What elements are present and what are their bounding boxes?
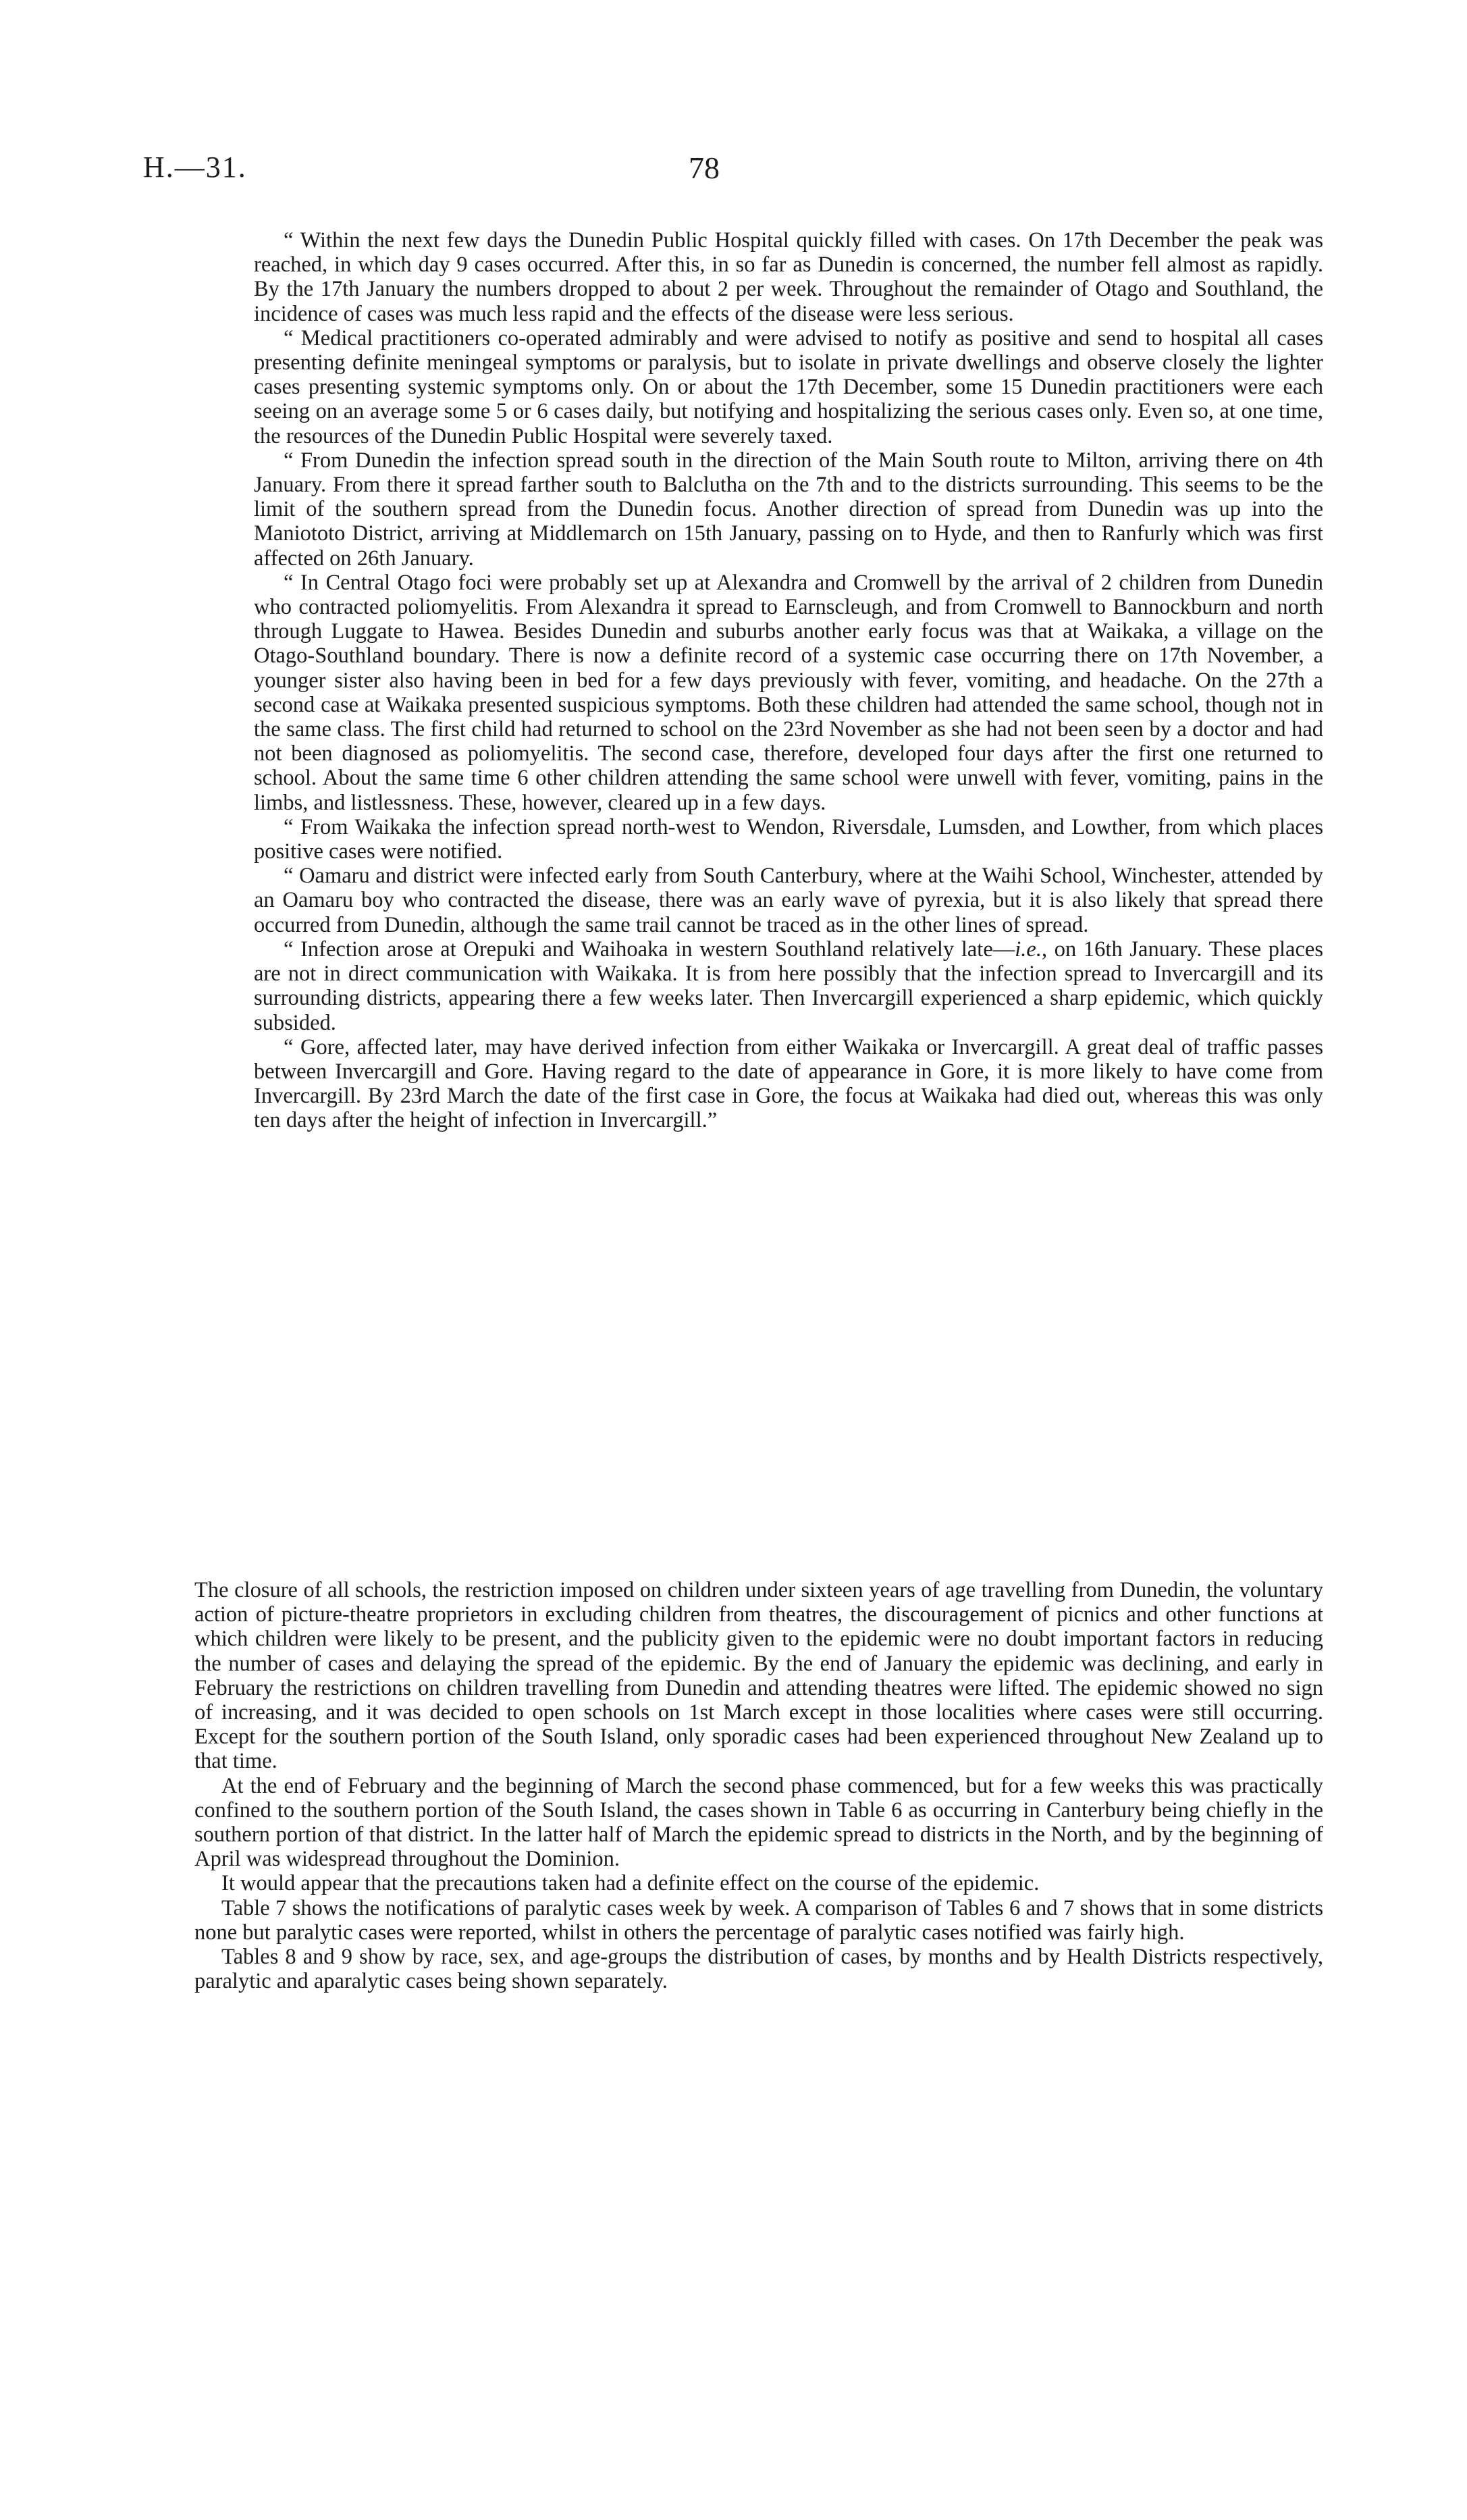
quoted-paragraph-4: “ In Central Otago foci were probably set up at Alexandra and Cromwell by the arrival of 2 children from Dunedin who contracted poliomyelitis. From Alexandra it spread to Earnscleugh, and from Cromwell to Bannockburn and north through Luggate to Hawea. Besides Dunedin and suburbs another early focus was that at Waikaka, a village on the Otago-Southland boundary. There is now a definite record of a systemic case occurring there on 17th November, a younger sister also having been in bed for a few days previously with fever, vomiting, and headache. On the 27th a second case at Waikaka presented suspicious symptoms. Both these children had attended the same school, though not in the same class. The first child had returned to school on the 23rd November as she had not been seen by a doctor and had not been diagnosed as poliomyelitis. The second case, therefore, developed four days after the first one returned to school. About the same time 6 other children attending the same school were unwell with fever, vomiting, pains in the limbs, and listlessness. These, however, cleared up in a few days. [254, 570, 1323, 815]
quoted-paragraph-7-start: “ Infection arose at Orepuki and Waihoaka in western Southland relatively late— [284, 937, 1015, 962]
body-paragraph-1: The closure of all schools, the restriction imposed on children under sixteen years of age travelling from Dunedin, the voluntary action of picture-theatre proprietors in excluding children from theatres, the discouragement of picnics and other functions at which children were likely to be present, and the publicity given to the epidemic were no doubt important factors in reducing the number of cases and delaying the spread of the epidemic. By the end of January the epidemic was declining, and early in February the restrictions on children travelling from Dunedin and attending theatres were lifted. The epidemic showed no sign of increasing, and it was decided to open schools on 1st March except in those localities where cases were still occurring. Except for the southern portion of the South Island, only sporadic cases had been experienced throughout New Zealand up to that time. [194, 1578, 1323, 1774]
page-number: 78 [689, 151, 720, 185]
quoted-paragraph-7-italic: i.e. [1015, 937, 1042, 962]
quoted-paragraph-1: “ Within the next few days the Dunedin Public Hospital quickly filled with cases. On 17th December the peak was reached, in which day 9 cases occurred. After this, in so far as Dunedin is concerned, the number fell almost as rapidly. By the 17th January the numbers dropped to about 2 per week. Throughout the remainder of Otago and Southland, the incidence of cases was much less rapid and the effects of the disease were less serious. [254, 228, 1323, 326]
quoted-paragraph-7-end: , on 16th January. These places are not in direct communication with Waikaka. It is from here possibly that the infection spread to Invercargill and its surrounding districts, appearing there a few weeks later. Then Invercargill experienced a sharp epidemic, which quickly subsided. [254, 937, 1323, 1035]
report-reference: H.—31. [143, 151, 247, 184]
body-paragraph-3: It would appear that the precautions taken had a definite effect on the course of the epidemic. [221, 1871, 1040, 1896]
body-text-section [194, 1578, 1323, 1993]
body-paragraph-2: At the end of February and the beginning of March the second phase commenced, but for a few weeks this was practically confined to the southern portion of the South Island, the cases shown in Table 6 as occurring in Canterbury being chiefly in the southern portion of that district. In the latter half of March the epidemic spread to districts in the North, and by the beginning of April was widespread throughout the Dominion. [194, 1773, 1323, 1872]
quoted-report-section [254, 228, 1323, 1133]
page-header [143, 150, 1323, 190]
quoted-paragraph-5: “ From Waikaka the infection spread north-west to Wendon, Riversdale, Lumsden, and Lowther, from which places positive cases were notified. [254, 814, 1323, 864]
quoted-paragraph-3: “ From Dunedin the infection spread south in the direction of the Main South route to Milton, arriving there on 4th January. From there it spread farther south to Balclutha on the 7th and to the districts surrounding. This seems to be the limit of the southern spread from the Dunedin focus. Another direction of spread from Dunedin was up into the Maniototo District, arriving at Middlemarch on 15th January, passing on to Hyde, and then to Ranfurly which was first affected on 26th January. [254, 448, 1323, 571]
quoted-paragraph-6: “ Oamaru and district were infected early from South Canterbury, where at the Waihi School, Winchester, attended by an Oamaru boy who contracted the disease, there was an early wave of pyrexia, but it is also likely that spread there occurred from Dunedin, although the same trail cannot be traced as in the other lines of spread. [254, 864, 1323, 937]
body-paragraph-4: Table 7 shows the notifications of paralytic cases week by week. A comparison of Tables 6 and 7 shows that in some districts none but paralytic cases were reported, whilst in others the percentage of paralytic cases notified was fairly high. [194, 1895, 1323, 1945]
quoted-paragraph-7 [254, 937, 1323, 1035]
quoted-paragraph-2: “ Medical practitioners co-operated admirably and were advised to notify as positive and send to hospital all cases presenting definite meningeal symptoms or paralysis, but to isolate in private dwellings and observe closely the lighter cases presenting systemic symptoms only. On or about the 17th December, some 15 Dunedin practitioners were each seeing on an average some 5 or 6 cases daily, but notifying and hospitalizing the serious cases only. Even so, at one time, the resources of the Dunedin Public Hospital were severely taxed. [254, 325, 1323, 448]
quoted-paragraph-8: “ Gore, affected later, may have derived infection from either Waikaka or Invercargill. A great deal of traffic passes between Invercargill and Gore. Having regard to the date of appearance in Gore, it is more likely to have come from Invercargill. By 23rd March the date of the first case in Gore, the focus at Waikaka had died out, whereas this was only ten days after the height of infection in Invercargill.” [254, 1034, 1323, 1133]
body-paragraph-5: Tables 8 and 9 show by race, sex, and age-groups the distribution of cases, by months and by Health Districts respectively, paralytic and aparalytic cases being shown separately. [194, 1945, 1323, 1994]
